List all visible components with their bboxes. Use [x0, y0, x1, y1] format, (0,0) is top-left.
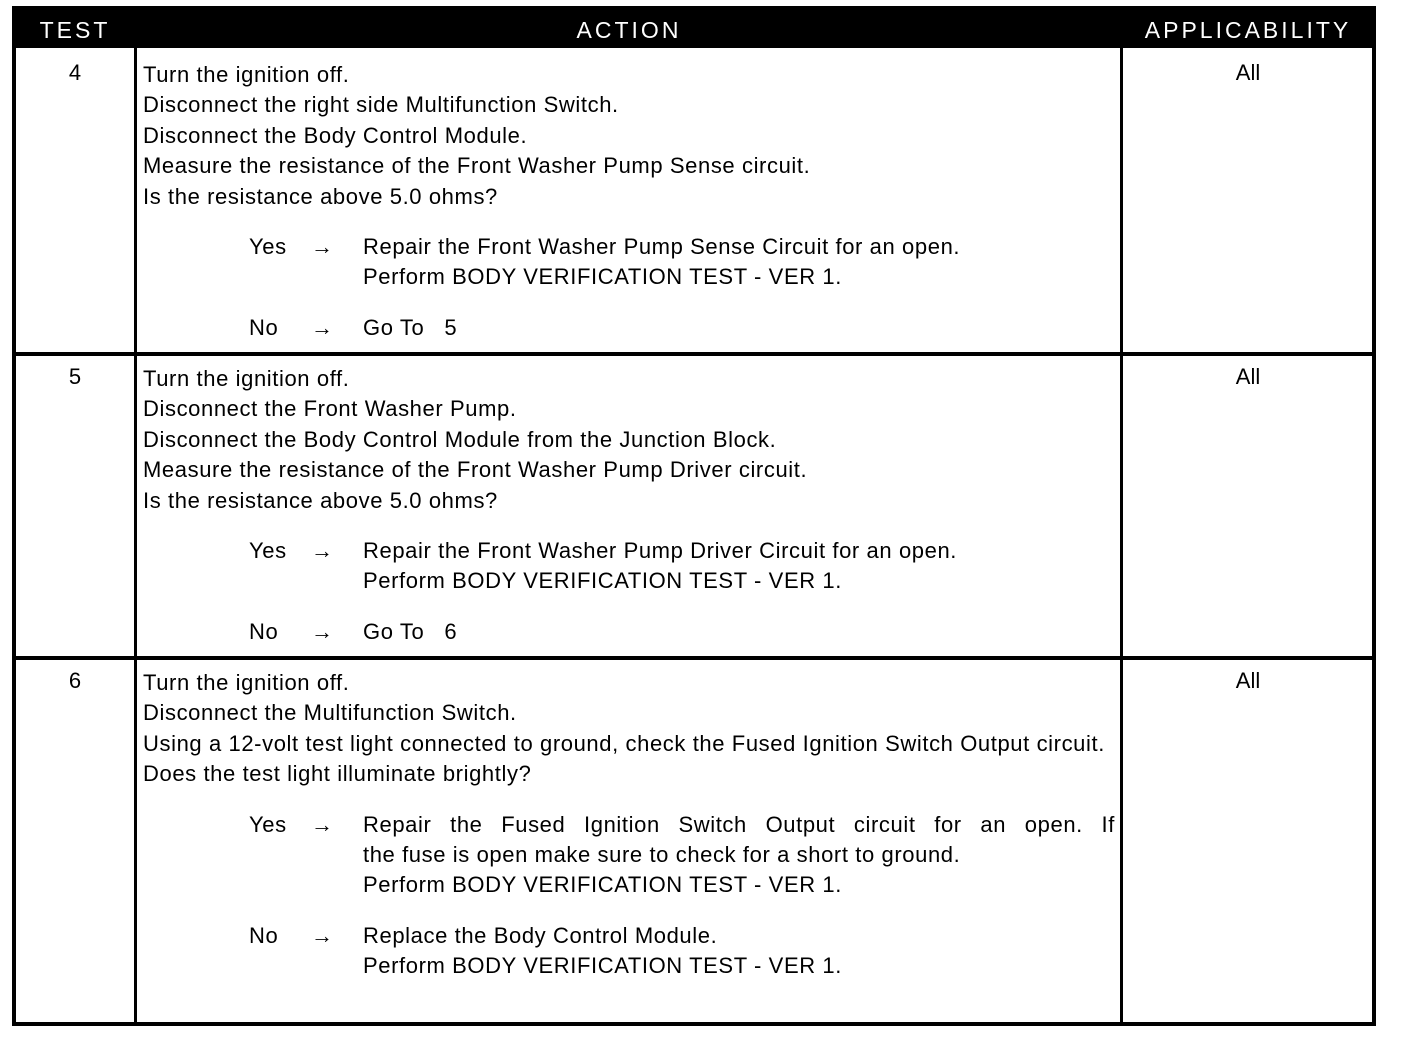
arrow-icon: →: [311, 538, 334, 564]
action-step: Disconnect the Body Control Module from the Junction Block.: [143, 426, 777, 452]
action-cell: [143, 364, 1115, 647]
yes-text: Perform BODY VERIFICATION TEST - VER 1.: [363, 264, 842, 290]
arrow-icon: →: [311, 811, 334, 837]
yes-text: Perform BODY VERIFICATION TEST - VER 1.: [363, 872, 842, 898]
yes-branch: [143, 810, 1115, 901]
action-step: Disconnect the Body Control Module.: [143, 122, 528, 148]
yes-text: Repair the Front Washer Pump Driver Circuit for an open.: [363, 538, 957, 564]
test-number: 5: [68, 364, 82, 389]
action-step: Disconnect the Multifunction Switch.: [143, 700, 517, 726]
action-step: Disconnect the right side Multifunction Switch.: [143, 92, 619, 118]
action-step: Disconnect the Front Washer Pump.: [143, 396, 517, 422]
test-number: 4: [68, 60, 82, 85]
action-step: Measure the resistance of the Front Washer Pump Sense circuit.: [143, 153, 811, 179]
diagnostic-table: [12, 6, 1376, 1026]
action-step: Is the resistance above 5.0 ohms?: [143, 487, 498, 513]
applicability-value: All: [1235, 60, 1261, 85]
table-header: [16, 10, 1372, 48]
no-text: Go To 6: [363, 618, 458, 644]
yes-text: Repair the Fused Ignition Switch Output circuit for an open. If: [363, 811, 1115, 837]
no-branch: [143, 617, 1115, 647]
yes-label: Yes: [249, 811, 287, 837]
yes-branch: [143, 536, 1115, 597]
header-action: ACTION: [576, 17, 682, 43]
arrow-icon: →: [311, 314, 334, 340]
applicability-value: All: [1235, 364, 1261, 389]
yes-text: the fuse is open make sure to check for a short to ground.: [363, 842, 961, 868]
yes-text: Perform BODY VERIFICATION TEST - VER 1.: [363, 568, 842, 594]
no-branch: [143, 921, 1115, 982]
action-step: Turn the ignition off.: [143, 366, 350, 391]
header-applicability: APPLICABILITY: [1144, 17, 1352, 43]
arrow-icon: →: [311, 234, 334, 260]
no-label: No: [249, 314, 279, 340]
yes-label: Yes: [249, 234, 287, 260]
action-step: Using a 12-volt test light connected to ground, check the Fused Ignition Switch Output circuit.: [143, 730, 1105, 756]
no-text: Perform BODY VERIFICATION TEST - VER 1.: [363, 953, 842, 979]
header-test: TEST: [39, 17, 111, 43]
table-row: [16, 660, 1372, 1022]
no-text: Replace the Body Control Module.: [363, 922, 718, 948]
no-branch: [143, 313, 1115, 343]
yes-text: Repair the Front Washer Pump Sense Circuit for an open.: [363, 234, 961, 260]
action-cell: [143, 60, 1115, 343]
action-step: Turn the ignition off.: [143, 62, 350, 87]
action-step: Is the resistance above 5.0 ohms?: [143, 183, 498, 209]
yes-branch: [143, 232, 1115, 293]
arrow-icon: →: [311, 618, 334, 644]
yes-label: Yes: [249, 538, 287, 564]
table-row: [16, 356, 1372, 656]
action-step: Turn the ignition off.: [143, 670, 350, 695]
test-number: 6: [68, 668, 82, 693]
action-cell: [143, 668, 1115, 982]
no-label: No: [249, 618, 279, 644]
no-label: No: [249, 922, 279, 948]
table-row: [16, 48, 1372, 352]
applicability-value: All: [1235, 668, 1261, 693]
arrow-icon: →: [311, 922, 334, 948]
action-step: Measure the resistance of the Front Washer Pump Driver circuit.: [143, 457, 808, 483]
no-text: Go To 5: [363, 314, 458, 340]
action-step: Does the test light illuminate brightly?: [143, 761, 532, 787]
